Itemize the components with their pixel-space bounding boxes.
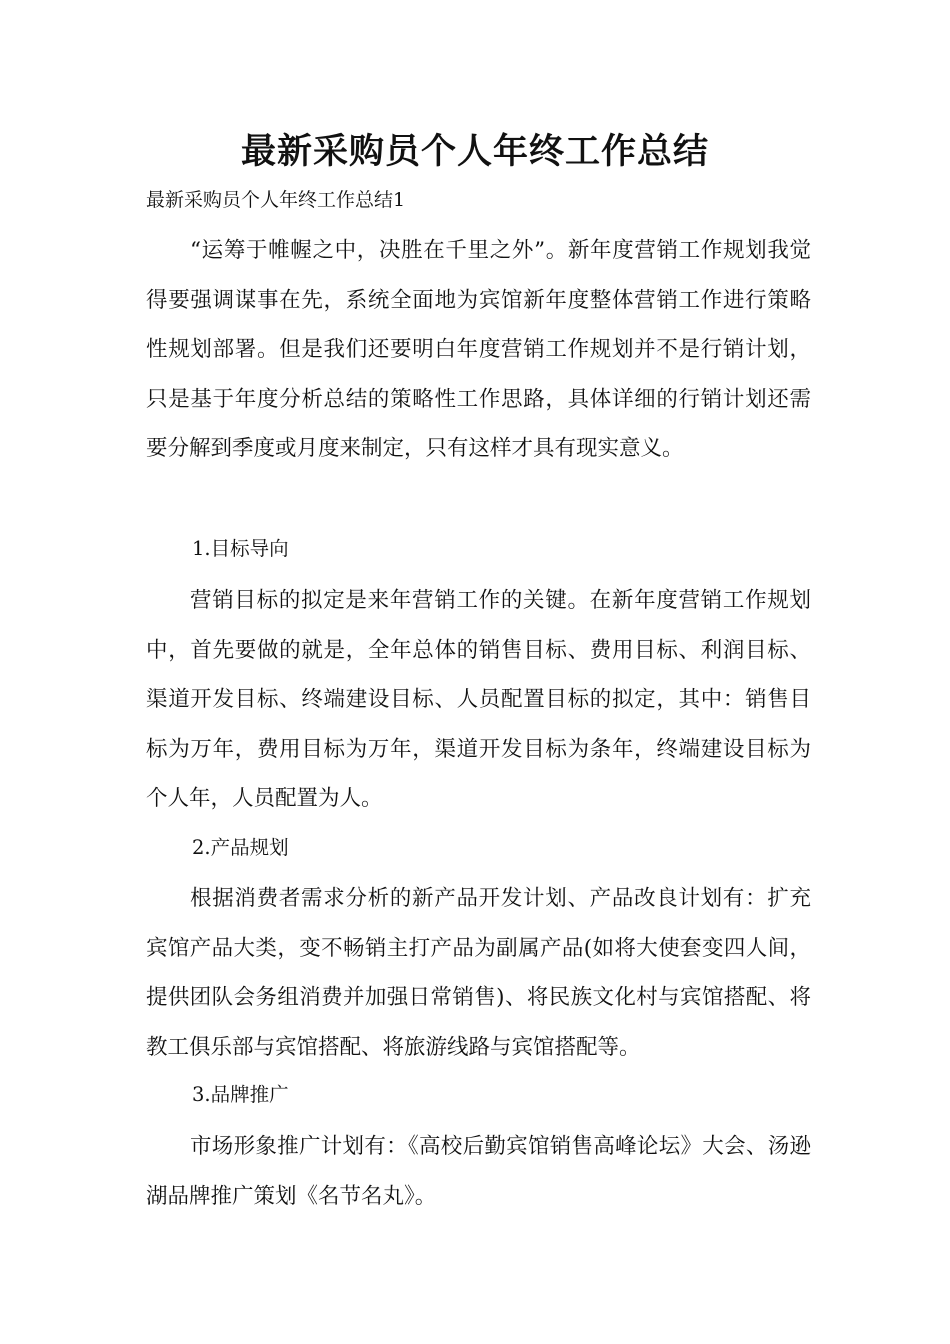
section-body-product: 根据消费者需求分析的新产品开发计划、产品改良计划有：扩充宾馆产品大类，变不畅销主打产品为副属产品(如将大使套变四人间，提供团队会务组消费并加强日常销售)、将民族文化村与宾馆搭配、将教工俱乐部与宾馆搭配、将旅游线路与宾馆搭配等。 — [146, 886, 811, 1060]
section-body-brand: 市场形象推广计划有：《高校后勤宾馆销售高峰论坛》大会、汤逊湖品牌推广策划《名节名丸》。 — [146, 1134, 811, 1209]
section-body-goals: 营销目标的拟定是来年营销工作的关键。在新年度营销工作规划中，首先要做的就是，全年总体的销售目标、费用目标、利润目标、渠道开发目标、终端建设目标、人员配置目标的拟定，其中：销售目标为万年，费用目标为万年，渠道开发目标为条年，终端建设目标为个人年，人员配置为人。 — [146, 588, 811, 811]
section-heading-goals: 1.目标导向 — [192, 537, 289, 560]
document-title: 最新采购员个人年终工作总结 — [240, 132, 709, 172]
document-subtitle: 最新采购员个人年终工作总结1 — [146, 189, 406, 211]
intro-paragraph: “运筹于帷幄之中，决胜在千里之外”。新年度营销工作规划我觉得要强调谋事在先，系统全面地为宾馆新年度整体营销工作进行策略性规划部署。但是我们还要明白年度营销工作规划并不是行销计划，只是基于年度分析总结的策略性工作思路，具体详细的行销计划还需要分解到季度或月度来制定，只有这样才具有现实意义。 — [146, 238, 811, 461]
section-heading-brand: 3.品牌推广 — [192, 1083, 289, 1106]
section-heading-product: 2.产品规划 — [192, 836, 289, 859]
